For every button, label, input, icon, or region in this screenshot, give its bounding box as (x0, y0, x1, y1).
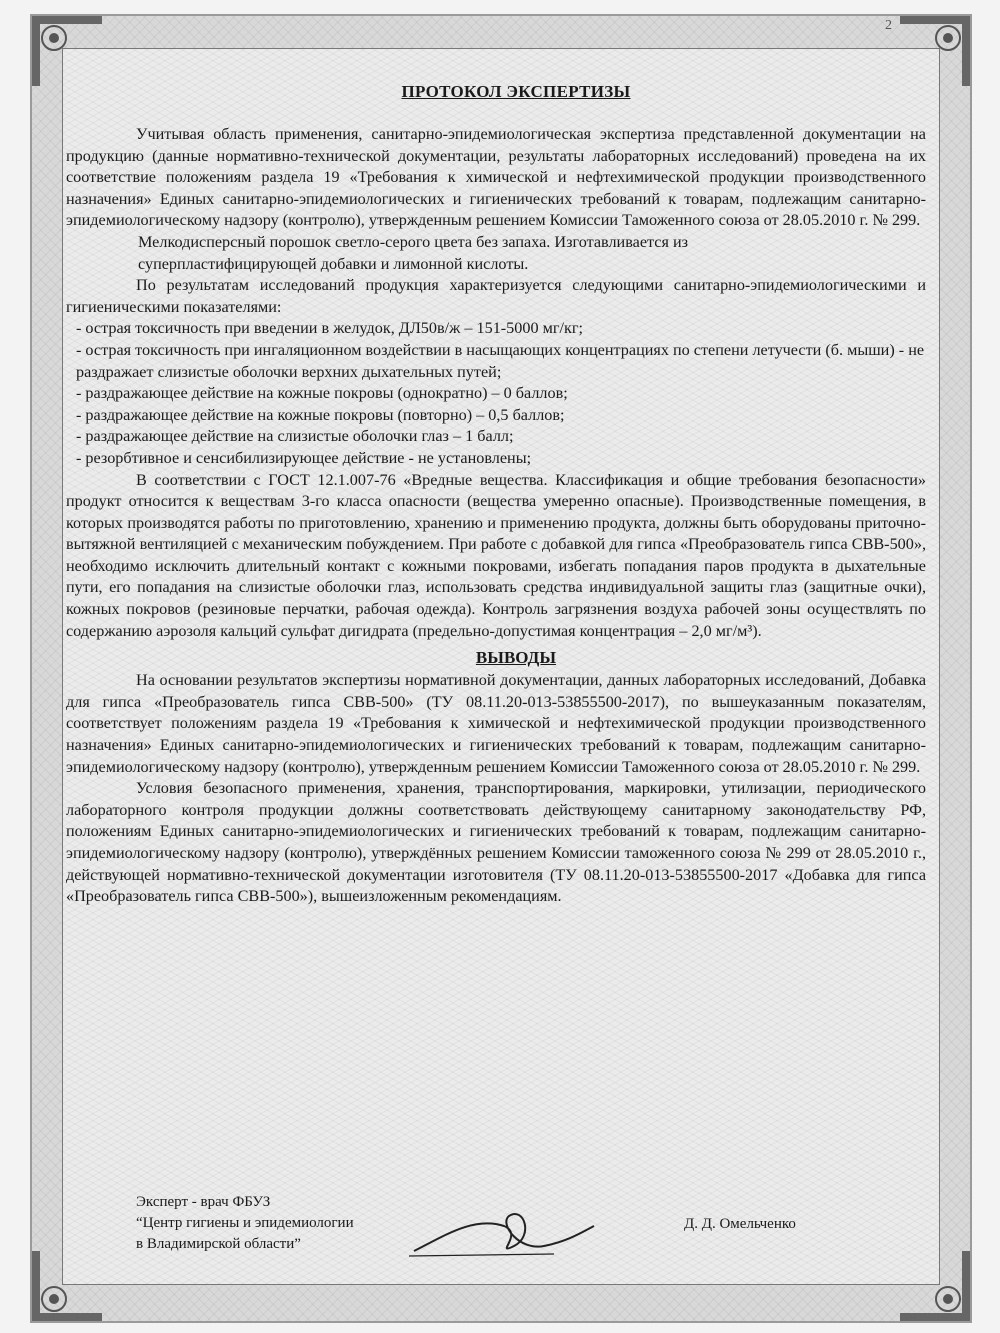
intro-paragraph: Учитывая область применения, санитарно-эпидемиологическая экспертиза представленной документации на продукцию (данные нормативно-технической документации, результаты лабораторных исследований) проведена на их соответствие положениям раздела 19 «Требования к химической и нефтехимической продукции производственного назначения» Единых санитарно-эпидемиологических и гигиенических требований к товарам, подлежащим санитарно-эпидемиологическому надзору (контролю), утвержденным решением Комиссии Таможенного союза от 28.05.2010 г. № 299. (66, 125, 926, 230)
conclusions-title: ВЫВОДЫ (475, 648, 557, 668)
hazard-class-paragraph: В соответствии с ГОСТ 12.1.007-76 «Вредные вещества. Классификация и общие требования безопасности» продукт относится к веществам 3-го класса опасности (вещества умеренно опасные). Производственные помещения, в которых производятся работы по приготовлению, хранению и применению продукта, должны быть оборудованы приточно-вытяжной вентиляцией с механическим побуждением. При работе с добавкой для гипса «Преобразователь гипса СВВ-500», необходимо исключить длительный контакт с кожными покровами, избегать попадания паров продукта в дыхательные пути, его попадания на слизистые оболочки глаз, использовать средства индивидуальной защиты глаз (защитные очки), кожных покровов (резиновые перчатки, рабочая одежда). Контроль загрязнения воздуха рабочей зоны осуществлять по содержанию аэрозоля кальций сульфат дигидрата (предельно-допустимая концентрация – 2,0 мг/м³). (66, 470, 926, 640)
page-number: 2 (885, 18, 892, 33)
list-item: - острая токсичность при ингаляционном воздействии в насыщающих концентрациях по степени летучести (б. мыши) - не раздражает слизистые оболочки верхних дыхательных путей; (76, 340, 925, 381)
document-title: ПРОТОКОЛ ЭКСПЕРТИЗЫ (401, 82, 631, 101)
expert-title: Эксперт - врач ФБУЗ (136, 1194, 271, 1210)
corner-ornament (32, 1251, 102, 1321)
corner-ornament (32, 16, 102, 86)
expert-organization-line1: “Центр гигиены и эпидемиологии (136, 1215, 354, 1231)
results-intro-paragraph: По результатам исследований продукция характеризуется следующими санитарно-эпидемиологическими и гигиеническими показателями: (66, 276, 926, 316)
conclusion-paragraph-2: Условия безопасного применения, хранения, транспортирования, маркировки, утилизации, периодического лабораторного контроля продукции должны соответствовать действующему санитарному законодательству РФ, положениям Единых санитарно-эпидемиологических и гигиенических требований к товарам, подлежащим санитарно-эпидемиологическому надзору (контролю), утверждённых решением Комиссии таможенного союза № 299 от 28.05.2010 г., действующей нормативно-технической документации изготовителя (ТУ 08.11.20-013-53855500-2017 «Добавка для гипса «Преобразователь гипса СВВ-500»), вышеизложенным рекомендациям. (66, 779, 926, 906)
corner-ornament (900, 1251, 970, 1321)
document-body (66, 82, 926, 908)
list-item: - резорбтивное и сенсибилизирующее действие - не установлены; (76, 448, 532, 467)
corner-ornament (900, 16, 970, 86)
conclusion-paragraph-1: На основании результатов экспертизы нормативной документации, данных лабораторных исследований, Добавка для гипса «Преобразователь гипса СВВ-500» (ТУ 08.11.20-013-53855500-2017), по вышеуказанным показателям, соответствует положениям раздела 19 «Требования к химической и нефтехимической продукции производственного назначения» Единых санитарно-эпидемиологических и гигиенических требований к товарам, подлежащим санитарно-эпидемиологическому надзору (контролю), утвержденным решением Комиссии Таможенного союза от 28.05.2010 г. № 299. (66, 671, 926, 776)
product-description-line1: Мелкодисперсный порошок светло-серого цвета без запаха. Изготавливается из (138, 232, 689, 251)
list-item: - раздражающее действие на слизистые оболочки глаз – 1 балл; (76, 427, 514, 446)
expert-signature-block (136, 1192, 354, 1255)
list-item: - раздражающее действие на кожные покровы (повторно) – 0,5 баллов; (76, 405, 565, 424)
product-description-line2: суперпластифицирующей добавки и лимонной кислоты. (138, 254, 529, 273)
indicators-list (66, 318, 926, 469)
list-item: - острая токсичность при введении в желудок, ДЛ50в/ж – 151-5000 мг/кг; (76, 319, 583, 338)
list-item: - раздражающее действие на кожные покровы (однократно) – 0 баллов; (76, 384, 568, 403)
handwritten-signature (404, 1196, 604, 1266)
expert-name: Д. Д. Омельченко (684, 1216, 796, 1232)
expert-organization-line2: в Владимирской области” (136, 1236, 301, 1252)
